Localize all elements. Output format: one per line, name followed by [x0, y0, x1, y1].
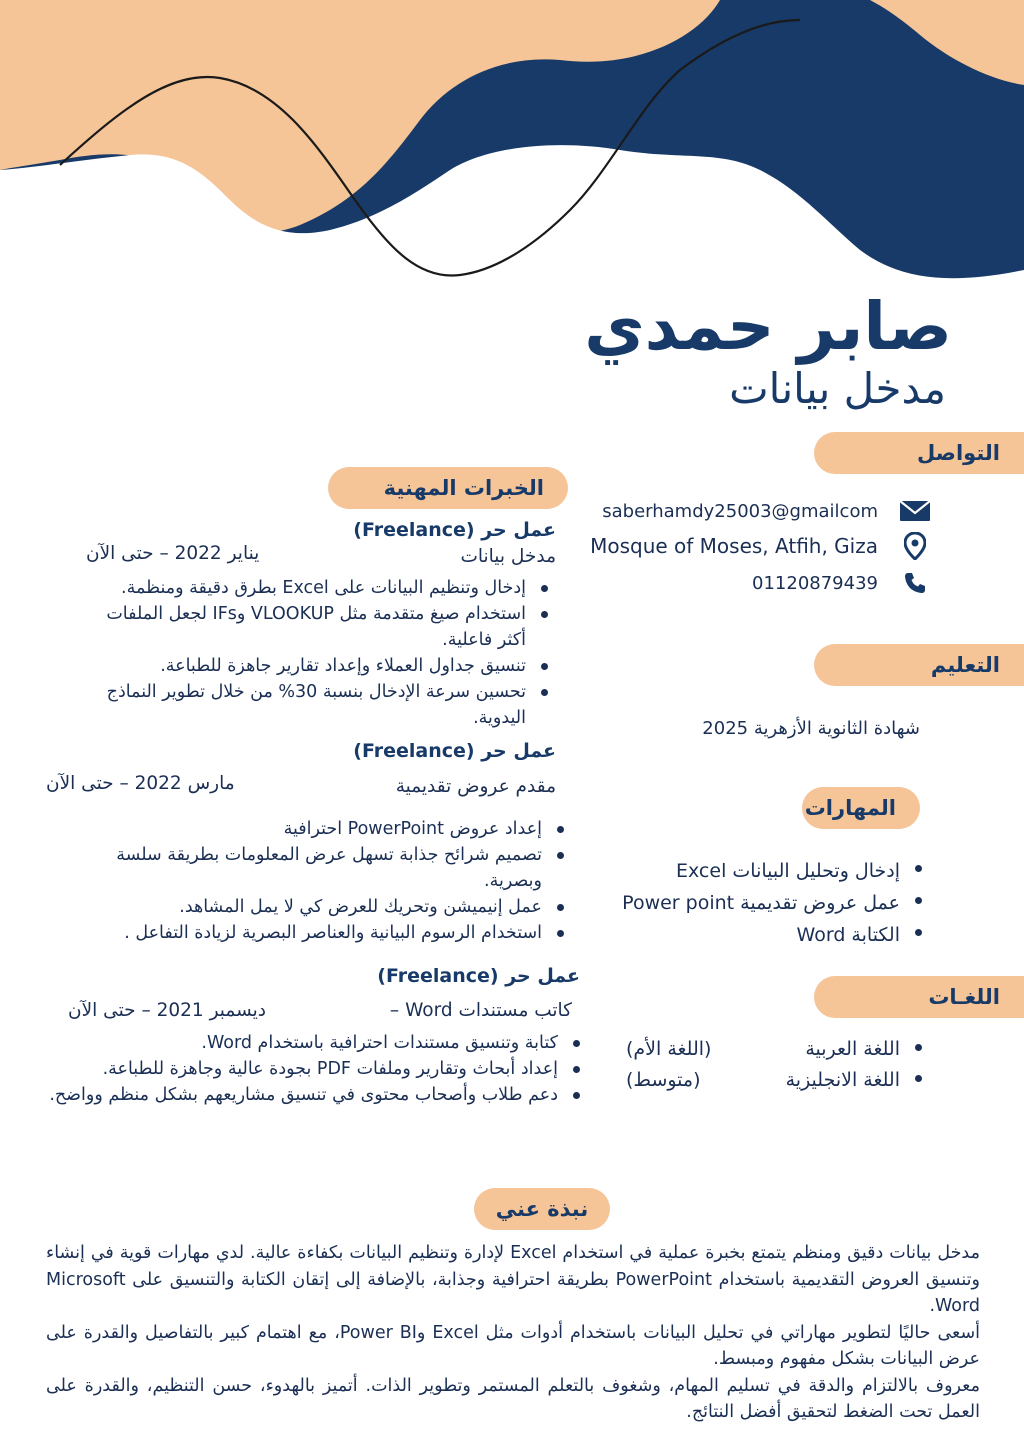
skill-item: عمل عروض تقديمية Power point — [622, 887, 926, 919]
job-role: مدخل بيانات — [460, 546, 556, 567]
job-bullet: عمل إنيميشن وتحريك للعرض كي لا يمل المشاهد. — [70, 894, 568, 920]
job-date: يناير 2022 – حتى الآن — [86, 543, 260, 564]
skill-item: إدخال وتحليل البيانات Excel — [622, 855, 926, 887]
language-name: اللغة الانجليزية — [785, 1069, 900, 1091]
language-level: (اللغة الأم) — [626, 1038, 712, 1060]
about-paragraph: أسعى حاليًا لتطوير مهاراتي في تحليل البيانات باستخدام أدوات مثل Excel وPower BI، مع اهتمام كبير بالتفاصيل والقدرة على عرض البيانات بشكل مفهوم ومبسط. — [46, 1322, 980, 1369]
about-section — [46, 1240, 980, 1426]
experience-heading: الخبرات المهنية — [328, 467, 568, 509]
about-heading: نبذة عني — [474, 1188, 610, 1230]
email-text[interactable]: saberhamdy25003@gmailcom — [602, 500, 878, 522]
location-pin-icon — [898, 533, 932, 559]
education-item: شهادة الثانوية الأزهرية 2025 — [702, 718, 920, 739]
job-type: عمل حر (Freelance) — [377, 965, 580, 987]
job-bullet: تنسيق جداول العملاء وإعداد تقارير جاهزة للطباعة. — [76, 653, 552, 679]
job-bullet: إعداد أبحاث وتقارير وملفات PDF بجودة عالية وجاهزة للطباعة. — [44, 1056, 584, 1082]
phone-icon — [898, 570, 932, 596]
job-bullet: إعداد عروض PowerPoint احترافية — [70, 816, 568, 842]
job-bullet: استخدام صيغ متقدمة مثل VLOOKUP وIFs لجعل الملفات أكثر فاعلية. — [76, 601, 552, 653]
job-role: مقدم عروض تقديمية — [395, 776, 556, 797]
about-paragraph: مدخل بيانات دقيق ومنظم يتمتع بخبرة عملية في استخدام Excel لإدارة وتنظيم البيانات بكفاءة عالية. لدي مهارات قوية في إنشاء وتنسيق العروض التقديمية باستخدام PowerPoint بطريقة احترافية وجذابة، بالإضافة إلى إتقان الكتابة والتنسيق على Microsoft Word. — [46, 1243, 980, 1316]
job-date: ديسمبر 2021 – حتى الآن — [68, 1000, 266, 1021]
job-bullet: كتابة وتنسيق مستندات احترافية باستخدام Word. — [44, 1030, 584, 1056]
job-type: عمل حر (Freelance) — [353, 519, 556, 541]
contact-email-row — [602, 498, 932, 524]
job-role: كاتب مستندات Word – — [389, 1000, 572, 1021]
contact-phone-row — [752, 570, 932, 596]
envelope-icon — [898, 498, 932, 524]
address-text: Mosque of Moses, Atfih, Giza — [590, 534, 878, 558]
candidate-title: مدخل بيانات — [729, 364, 946, 413]
contact-address-row — [590, 533, 932, 559]
skills-heading: المهارات — [802, 787, 920, 829]
skill-item: الكتابة Word — [622, 919, 926, 951]
education-heading: التعليم — [814, 644, 1024, 686]
contact-heading: التواصل — [814, 432, 1024, 474]
candidate-name: صابر حمدي — [584, 288, 952, 365]
job-date: مارس 2022 – حتى الآن — [46, 773, 235, 794]
job-bullets — [44, 1030, 584, 1108]
job-type: عمل حر (Freelance) — [353, 740, 556, 762]
about-paragraph: معروف بالالتزام والدقة في تسليم المهام، وشغوف بالتعلم المستمر وتطوير الذات. أتميز بالهدوء، حسن التنظيم، والقدرة على العمل تحت الضغط لتحقيق أفضل النتائج. — [46, 1375, 980, 1422]
languages-heading: اللغـات — [814, 976, 1024, 1018]
language-item — [626, 1065, 926, 1096]
job-bullet: تحسين سرعة الإدخال بنسبة 30% من خلال تطوير النماذج اليدوية. — [76, 679, 552, 731]
job-bullet: دعم طلاب وأصحاب محتوى في تنسيق مشاريعهم بشكل منظم وواضح. — [44, 1082, 584, 1108]
language-level: (متوسط) — [626, 1069, 701, 1091]
job-bullet: تصميم شرائح جذابة تسهل عرض المعلومات بطريقة سلسة وبصرية. — [70, 842, 568, 894]
language-name: اللغة العربية — [805, 1038, 900, 1060]
skills-list — [622, 855, 926, 951]
languages-list — [626, 1034, 926, 1096]
job-bullets — [70, 816, 568, 946]
job-bullets — [76, 575, 552, 731]
job-bullet: إدخال وتنظيم البيانات على Excel بطرق دقيقة ومنظمة. — [76, 575, 552, 601]
phone-text[interactable]: 01120879439 — [752, 572, 878, 594]
job-bullet: استخدام الرسوم البيانية والعناصر البصرية لزيادة التفاعل . — [70, 920, 568, 946]
language-item — [626, 1034, 926, 1065]
